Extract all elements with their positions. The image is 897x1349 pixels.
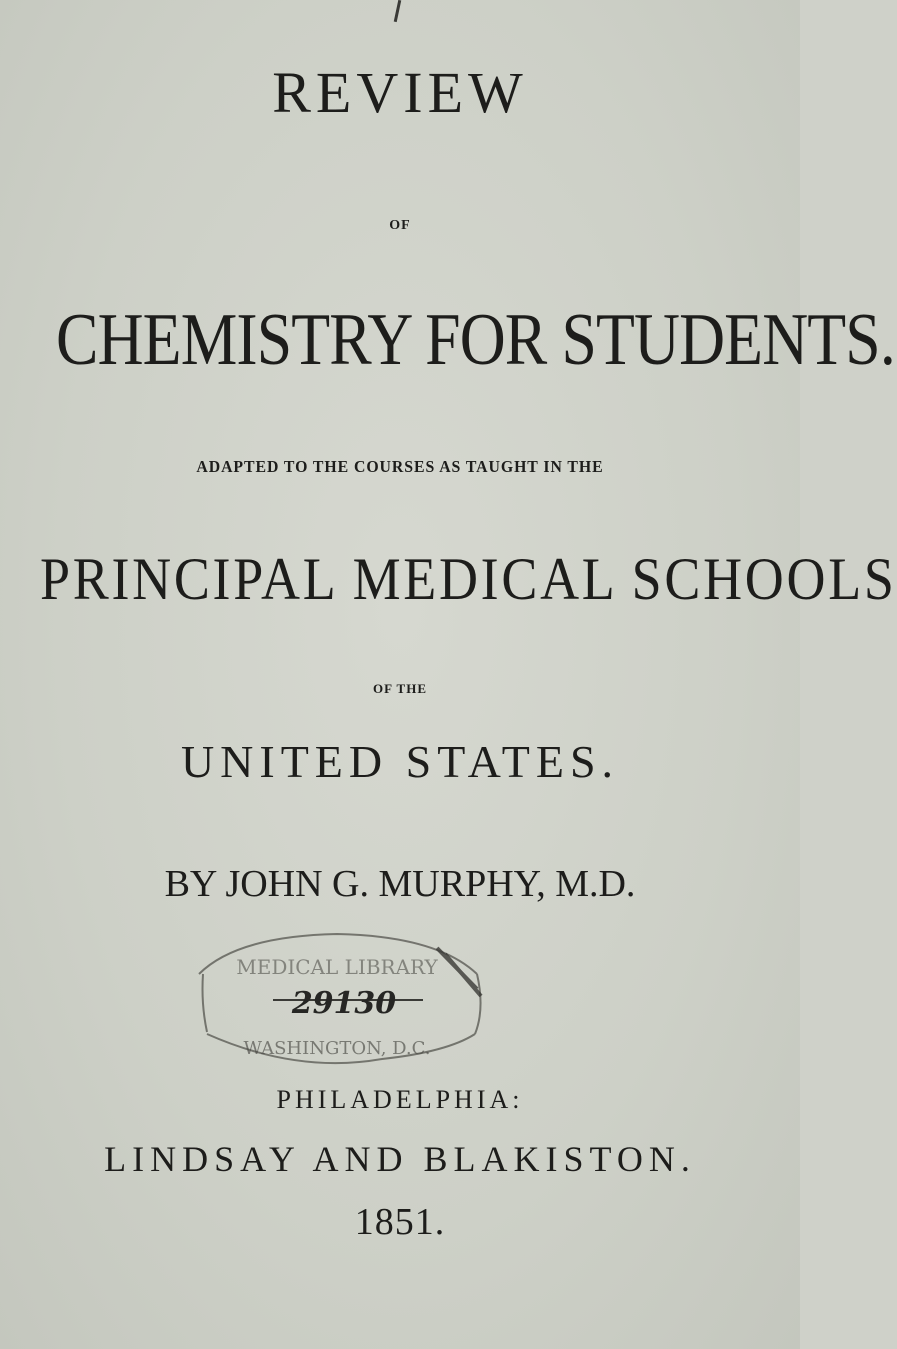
stamp-number: 29130 xyxy=(291,986,397,1021)
year-text: 1851. xyxy=(354,1201,446,1243)
of-the-text: OF THE xyxy=(372,681,428,696)
library-stamp xyxy=(177,934,497,1074)
stamp-top-text: MEDICAL LIBRARY xyxy=(236,955,438,979)
subject-title: CHEMISTRY FOR STUDENTS. xyxy=(56,299,895,381)
schools-title: PRINCIPAL MEDICAL SCHOOLS xyxy=(40,546,897,612)
pencil-mark xyxy=(394,0,402,22)
adapted-text: ADAPTED TO THE COURSES AS TAUGHT IN THE xyxy=(196,457,604,476)
place-text: PHILADELPHIA: xyxy=(276,1085,524,1114)
country-title: UNITED STATES. xyxy=(180,736,620,787)
publisher-text: LINDSAY AND BLAKISTON. xyxy=(104,1139,696,1179)
author-line: BY JOHN G. MURPHY, M.D. xyxy=(164,863,636,905)
book-title: REVIEW xyxy=(272,60,528,125)
of-text: OF xyxy=(389,218,411,233)
stamp-bottom-text: WASHINGTON, D.C. xyxy=(243,1038,431,1059)
